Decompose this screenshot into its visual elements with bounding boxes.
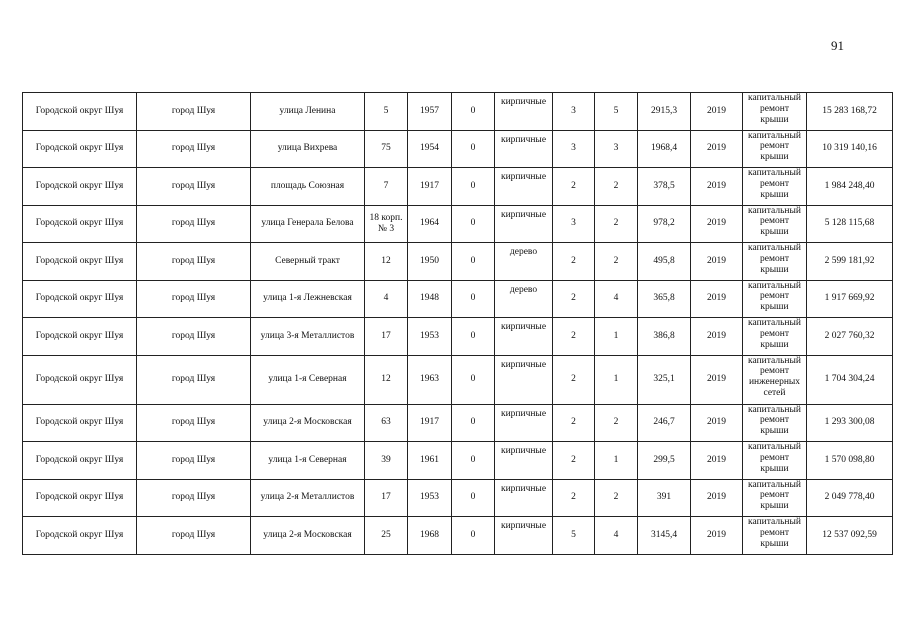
cost-cell: 5 128 115,68 (807, 205, 893, 243)
build-year-cell: 1961 (408, 442, 452, 480)
build-year-cell: 1954 (408, 130, 452, 168)
district-cell: Городской округ Шуя (23, 404, 137, 442)
build-year-cell: 1917 (408, 168, 452, 206)
entrances-cell: 1 (595, 442, 638, 480)
work-type-cell: капитальный ремонт крыши (743, 168, 807, 206)
work-type-cell: капитальный ремонт крыши (743, 130, 807, 168)
street-cell: улица 2-я Московская (251, 404, 365, 442)
value-cell: 0 (452, 93, 495, 131)
area-cell: 391 (638, 479, 691, 517)
house-number-cell: 63 (365, 404, 408, 442)
house-number-cell: 12 (365, 355, 408, 404)
floors-cell: 2 (553, 280, 595, 318)
area-cell: 246,7 (638, 404, 691, 442)
district-cell: Городской округ Шуя (23, 205, 137, 243)
build-year-cell: 1953 (408, 479, 452, 517)
area-cell: 325,1 (638, 355, 691, 404)
page-number: 91 (831, 38, 844, 53)
district-cell: Городской округ Шуя (23, 479, 137, 517)
cost-cell: 1 293 300,08 (807, 404, 893, 442)
floors-cell: 2 (553, 442, 595, 480)
entrances-cell: 1 (595, 355, 638, 404)
table-row (23, 205, 893, 243)
table-row (23, 280, 893, 318)
wall-material-cell: дерево (495, 243, 553, 281)
wall-material-cell: кирпичные (495, 517, 553, 555)
street-cell: улица 1-я Северная (251, 442, 365, 480)
settlement-cell: город Шуя (137, 93, 251, 131)
settlement-cell: город Шуя (137, 442, 251, 480)
floors-cell: 3 (553, 205, 595, 243)
cost-cell: 1 917 669,92 (807, 280, 893, 318)
settlement-cell: город Шуя (137, 318, 251, 356)
value-cell: 0 (452, 318, 495, 356)
value-cell: 0 (452, 517, 495, 555)
district-cell: Городской округ Шуя (23, 318, 137, 356)
wall-material-cell: кирпичные (495, 168, 553, 206)
work-type-cell: капитальный ремонт крыши (743, 318, 807, 356)
street-cell: улица Генерала Белова (251, 205, 365, 243)
work-type-cell: капитальный ремонт крыши (743, 280, 807, 318)
cost-cell: 2 599 181,92 (807, 243, 893, 281)
house-number-cell: 25 (365, 517, 408, 555)
table-row (23, 479, 893, 517)
street-cell: улица 2-я Металлистов (251, 479, 365, 517)
street-cell: улица 3-я Металлистов (251, 318, 365, 356)
wall-material-cell: кирпичные (495, 130, 553, 168)
street-cell: Северный тракт (251, 243, 365, 281)
work-type-cell: капитальный ремонт инженерных сетей (743, 355, 807, 404)
entrances-cell: 4 (595, 280, 638, 318)
district-cell: Городской округ Шуя (23, 280, 137, 318)
table-row (23, 318, 893, 356)
plan-year-cell: 2019 (691, 404, 743, 442)
cost-cell: 2 049 778,40 (807, 479, 893, 517)
wall-material-cell: кирпичные (495, 205, 553, 243)
wall-material-cell: кирпичные (495, 479, 553, 517)
district-cell: Городской округ Шуя (23, 168, 137, 206)
build-year-cell: 1968 (408, 517, 452, 555)
value-cell: 0 (452, 130, 495, 168)
floors-cell: 2 (553, 404, 595, 442)
wall-material-cell: кирпичные (495, 404, 553, 442)
work-type-cell: капитальный ремонт крыши (743, 404, 807, 442)
house-number-cell: 39 (365, 442, 408, 480)
work-type-cell: капитальный ремонт крыши (743, 479, 807, 517)
area-cell: 365,8 (638, 280, 691, 318)
table-row (23, 168, 893, 206)
area-cell: 386,8 (638, 318, 691, 356)
cost-cell: 1 704 304,24 (807, 355, 893, 404)
settlement-cell: город Шуя (137, 517, 251, 555)
house-number-cell: 12 (365, 243, 408, 281)
build-year-cell: 1950 (408, 243, 452, 281)
entrances-cell: 2 (595, 479, 638, 517)
floors-cell: 2 (553, 168, 595, 206)
entrances-cell: 2 (595, 404, 638, 442)
work-type-cell: капитальный ремонт крыши (743, 517, 807, 555)
wall-material-cell: кирпичные (495, 355, 553, 404)
value-cell: 0 (452, 205, 495, 243)
wall-material-cell: кирпичные (495, 93, 553, 131)
plan-year-cell: 2019 (691, 243, 743, 281)
entrances-cell: 2 (595, 205, 638, 243)
plan-year-cell: 2019 (691, 355, 743, 404)
settlement-cell: город Шуя (137, 355, 251, 404)
plan-year-cell: 2019 (691, 130, 743, 168)
district-cell: Городской округ Шуя (23, 93, 137, 131)
plan-year-cell: 2019 (691, 318, 743, 356)
work-type-cell: капитальный ремонт крыши (743, 205, 807, 243)
district-cell: Городской округ Шуя (23, 442, 137, 480)
table-row (23, 442, 893, 480)
plan-year-cell: 2019 (691, 93, 743, 131)
floors-cell: 2 (553, 355, 595, 404)
entrances-cell: 5 (595, 93, 638, 131)
district-cell: Городской округ Шуя (23, 355, 137, 404)
table-row (23, 130, 893, 168)
floors-cell: 3 (553, 130, 595, 168)
area-cell: 2915,3 (638, 93, 691, 131)
value-cell: 0 (452, 168, 495, 206)
cost-cell: 2 027 760,32 (807, 318, 893, 356)
settlement-cell: город Шуя (137, 404, 251, 442)
build-year-cell: 1964 (408, 205, 452, 243)
floors-cell: 2 (553, 243, 595, 281)
street-cell: площадь Союзная (251, 168, 365, 206)
table-row (23, 404, 893, 442)
plan-year-cell: 2019 (691, 168, 743, 206)
wall-material-cell: дерево (495, 280, 553, 318)
area-cell: 299,5 (638, 442, 691, 480)
floors-cell: 5 (553, 517, 595, 555)
area-cell: 1968,4 (638, 130, 691, 168)
settlement-cell: город Шуя (137, 243, 251, 281)
build-year-cell: 1917 (408, 404, 452, 442)
plan-year-cell: 2019 (691, 205, 743, 243)
street-cell: улица Вихрева (251, 130, 365, 168)
street-cell: улица 1-я Северная (251, 355, 365, 404)
district-cell: Городской округ Шуя (23, 517, 137, 555)
cost-cell: 10 319 140,16 (807, 130, 893, 168)
floors-cell: 2 (553, 479, 595, 517)
entrances-cell: 2 (595, 168, 638, 206)
house-number-cell: 7 (365, 168, 408, 206)
entrances-cell: 1 (595, 318, 638, 356)
plan-year-cell: 2019 (691, 442, 743, 480)
settlement-cell: город Шуя (137, 130, 251, 168)
district-cell: Городской округ Шуя (23, 130, 137, 168)
value-cell: 0 (452, 243, 495, 281)
plan-year-cell: 2019 (691, 280, 743, 318)
house-number-cell: 18 корп. № 3 (365, 205, 408, 243)
value-cell: 0 (452, 442, 495, 480)
build-year-cell: 1957 (408, 93, 452, 131)
table-row (23, 93, 893, 131)
work-type-cell: капитальный ремонт крыши (743, 243, 807, 281)
house-number-cell: 4 (365, 280, 408, 318)
street-cell: улица 1-я Лежневская (251, 280, 365, 318)
entrances-cell: 4 (595, 517, 638, 555)
settlement-cell: город Шуя (137, 205, 251, 243)
house-number-cell: 17 (365, 318, 408, 356)
work-type-cell: капитальный ремонт крыши (743, 93, 807, 131)
cost-cell: 15 283 168,72 (807, 93, 893, 131)
street-cell: улица Ленина (251, 93, 365, 131)
table-row (23, 243, 893, 281)
plan-year-cell: 2019 (691, 517, 743, 555)
settlement-cell: город Шуя (137, 168, 251, 206)
street-cell: улица 2-я Московская (251, 517, 365, 555)
area-cell: 3145,4 (638, 517, 691, 555)
floors-cell: 3 (553, 93, 595, 131)
value-cell: 0 (452, 404, 495, 442)
area-cell: 495,8 (638, 243, 691, 281)
value-cell: 0 (452, 280, 495, 318)
area-cell: 378,5 (638, 168, 691, 206)
house-number-cell: 17 (365, 479, 408, 517)
build-year-cell: 1963 (408, 355, 452, 404)
entrances-cell: 2 (595, 243, 638, 281)
cost-cell: 12 537 092,59 (807, 517, 893, 555)
house-number-cell: 5 (365, 93, 408, 131)
table-row (23, 517, 893, 555)
area-cell: 978,2 (638, 205, 691, 243)
settlement-cell: город Шуя (137, 280, 251, 318)
wall-material-cell: кирпичные (495, 442, 553, 480)
build-year-cell: 1953 (408, 318, 452, 356)
settlement-cell: город Шуя (137, 479, 251, 517)
repair-register-table (22, 92, 893, 555)
value-cell: 0 (452, 355, 495, 404)
entrances-cell: 3 (595, 130, 638, 168)
table-row (23, 355, 893, 404)
value-cell: 0 (452, 479, 495, 517)
work-type-cell: капитальный ремонт крыши (743, 442, 807, 480)
build-year-cell: 1948 (408, 280, 452, 318)
district-cell: Городской округ Шуя (23, 243, 137, 281)
wall-material-cell: кирпичные (495, 318, 553, 356)
floors-cell: 2 (553, 318, 595, 356)
cost-cell: 1 570 098,80 (807, 442, 893, 480)
plan-year-cell: 2019 (691, 479, 743, 517)
house-number-cell: 75 (365, 130, 408, 168)
cost-cell: 1 984 248,40 (807, 168, 893, 206)
